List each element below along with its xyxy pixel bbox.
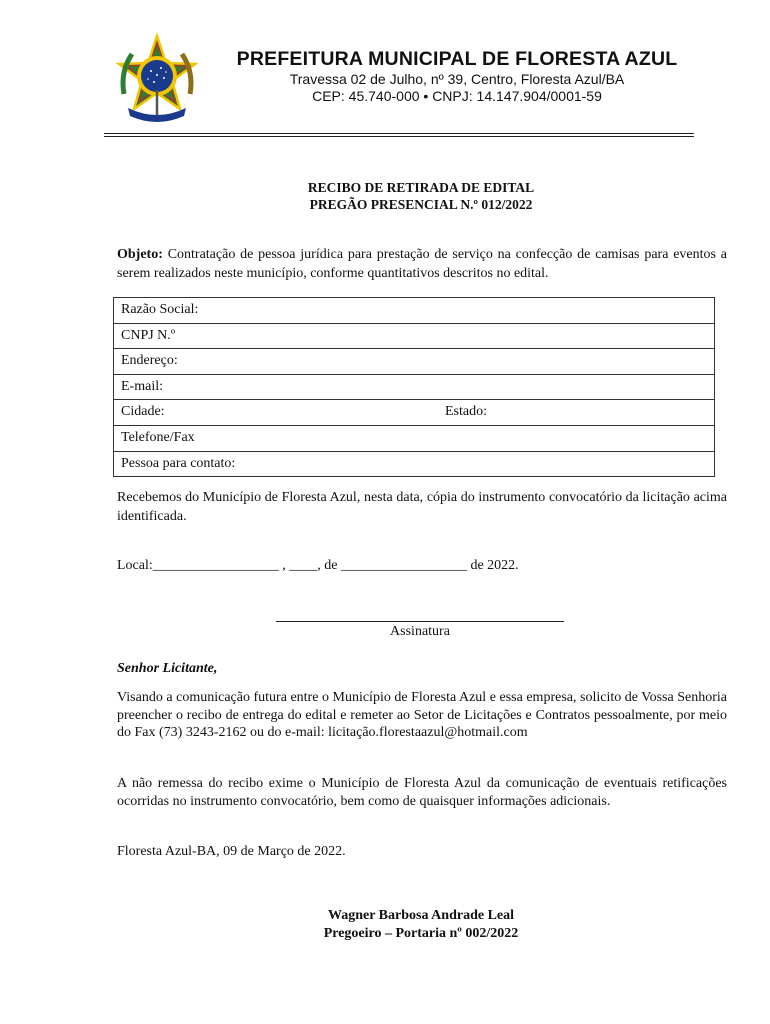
form-label: Cidade: <box>121 404 165 420</box>
header-cep-cnpj: CEP: 45.740-000 • CNPJ: 14.147.904/0001-59 <box>312 88 602 104</box>
header-title: PREFEITURA MUNICIPAL DE FLORESTA AZUL <box>236 48 678 70</box>
form-label: E-mail: <box>121 378 163 394</box>
company-form-table <box>113 297 715 477</box>
notice-paragraph: A não remessa do recibo exime o Município de Floresta Azul da comunicação de eventuais retificações ocorridas no instrumento convocatório, bem como de quaisquer informações adicionais. <box>117 776 727 809</box>
form-label: Pessoa para contato: <box>121 455 236 471</box>
objeto-label: Objeto: <box>117 247 163 262</box>
signature-label: Assinatura <box>390 624 450 639</box>
objeto-paragraph <box>117 245 727 283</box>
form-row-razao-social[interactable] <box>114 298 714 324</box>
receipt-paragraph: Recebemos do Município de Floresta Azul, nesta data, cópia do instrumento convocatório da licitação acima identificada. <box>117 490 727 524</box>
form-row-telefone[interactable] <box>114 426 714 452</box>
brazil-coat-of-arms-icon <box>110 32 204 126</box>
signatory-name: Wagner Barbosa Andrade Leal <box>327 908 515 923</box>
form-label: CNPJ N.º <box>121 327 176 343</box>
signatory-role: Pregoeiro – Portaria nº 002/2022 <box>323 926 519 941</box>
form-label-estado: Estado: <box>445 404 487 420</box>
form-label: Telefone/Fax <box>121 429 195 445</box>
objeto-text: Contratação de pessoa jurídica para prestação de serviço na confecção de camisas para eventos a serem realizados neste município, conforme quantitativos descritos no edital. <box>117 247 727 281</box>
header-divider <box>104 133 694 134</box>
salutation: Senhor Licitante, <box>117 661 218 676</box>
instruction-paragraph: Visando a comunicação futura entre o Município de Floresta Azul e essa empresa, solicito de Vossa Senhoria preencher o recibo de entrega do edital e remeter ao Setor de Licitações e Contratos pessoalmente, por meio do Fax (73) 3243-2162 ou do e-mail: licitação.florestaazul@hotmail.com <box>117 690 727 740</box>
header-divider-bold <box>104 136 694 137</box>
form-row-contato[interactable] <box>114 452 714 477</box>
document-subtitle: PREGÃO PRESENCIAL N.º 012/2022 <box>309 197 533 212</box>
form-row-cnpj[interactable] <box>114 324 714 350</box>
form-label: Endereço: <box>121 353 178 369</box>
local-date-line: Local:__________________ , ____, de __________________ de 2022. <box>117 558 519 573</box>
header-address: Travessa 02 de Julho, nº 39, Centro, Floresta Azul/BA <box>289 71 625 87</box>
form-row-email[interactable] <box>114 375 714 401</box>
form-label: Razão Social: <box>121 302 199 317</box>
date-line: Floresta Azul-BA, 09 de Março de 2022. <box>117 844 346 859</box>
signature-line <box>276 621 564 622</box>
document-title: RECIBO DE RETIRADA DE EDITAL <box>307 180 535 195</box>
form-row-cidade-estado[interactable] <box>114 400 714 426</box>
form-row-endereco[interactable] <box>114 349 714 375</box>
